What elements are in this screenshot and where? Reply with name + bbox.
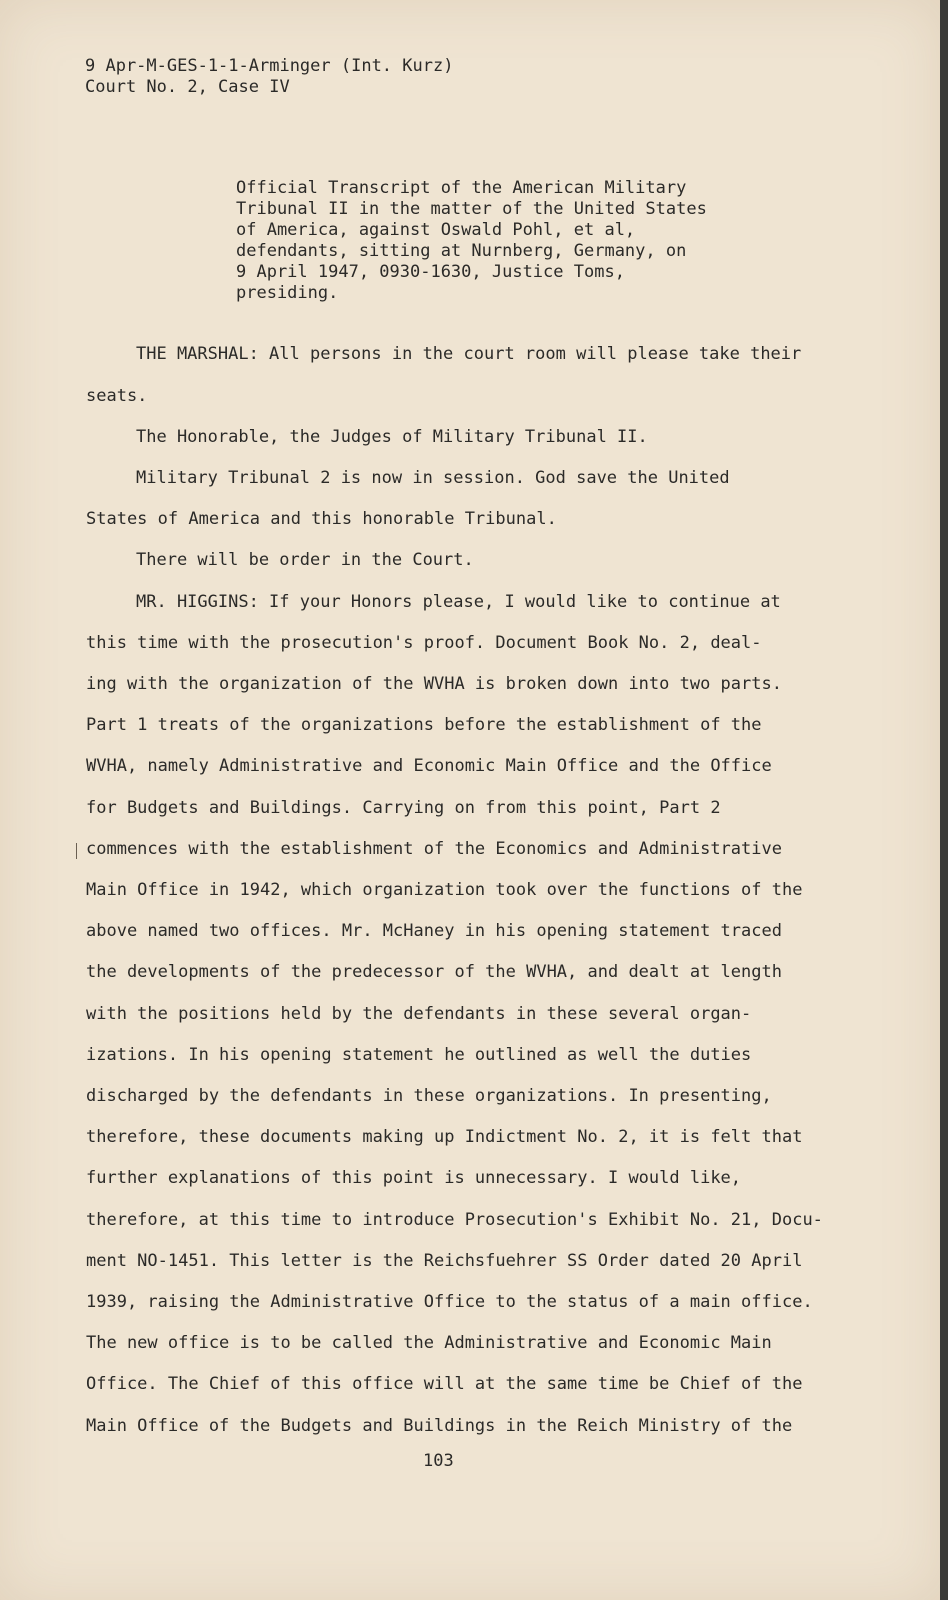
caption-line: 9 April 1947, 0930-1630, Justice Toms,	[236, 262, 625, 282]
caption-line: Tribunal II in the matter of the United States	[236, 199, 707, 219]
header-reference-line: 9 Apr-M-GES-1-1-Arminger (Int. Kurz)	[85, 56, 454, 76]
body-line: ment NO-1451. This letter is the Reichsfuehrer SS Order dated 20 April	[86, 1251, 803, 1271]
body-line: The Honorable, the Judges of Military Tribunal II.	[136, 427, 648, 447]
body-line: izations. In his opening statement he outlined as well the duties	[86, 1045, 752, 1065]
body-line: discharged by the defendants in these organizations. In presenting,	[86, 1086, 772, 1106]
body-line: The new office is to be called the Administrative and Economic Main	[86, 1333, 772, 1353]
body-line: above named two offices. Mr. McHaney in his opening statement traced	[86, 921, 782, 941]
page-number: 103	[423, 1451, 454, 1471]
body-line: Main Office of the Budgets and Buildings in the Reich Ministry of the	[86, 1416, 793, 1436]
body-line: therefore, these documents making up Indictment No. 2, it is felt that	[86, 1127, 803, 1147]
body-line: Military Tribunal 2 is now in session. God save the United	[136, 468, 730, 488]
transcript-caption	[236, 178, 836, 304]
body-line: Main Office in 1942, which organization took over the functions of the	[86, 880, 803, 900]
body-line: There will be order in the Court.	[136, 550, 474, 570]
body-line: Office. The Chief of this office will at the same time be Chief of the	[86, 1374, 803, 1394]
body-line: WVHA, namely Administrative and Economic Main Office and the Office	[86, 756, 772, 776]
body-line: States of America and this honorable Tribunal.	[86, 509, 557, 529]
body-line: therefore, at this time to introduce Prosecution's Exhibit No. 21, Docu-	[86, 1210, 823, 1230]
body-line: further explanations of this point is unnecessary. I would like,	[86, 1168, 742, 1188]
body-line: with the positions held by the defendants in these several organ-	[86, 1004, 752, 1024]
body-line: commences with the establishment of the Economics and Administrative	[86, 839, 782, 859]
body-line: seats.	[86, 386, 148, 406]
margin-pencil-mark	[76, 843, 77, 859]
body-line: the developments of the predecessor of the WVHA, and dealt at length	[86, 962, 782, 982]
body-line: MR. HIGGINS: If your Honors please, I would like to continue at	[136, 592, 781, 612]
caption-line: Official Transcript of the American Military	[236, 178, 687, 198]
body-line: Part 1 treats of the organizations before the establishment of the	[86, 715, 762, 735]
caption-line: presiding.	[236, 283, 339, 303]
body-line: for Budgets and Buildings. Carrying on from this point, Part 2	[86, 798, 721, 818]
body-line: this time with the prosecution's proof. Document Book No. 2, deal-	[86, 633, 762, 653]
header-court-line: Court No. 2, Case IV	[85, 77, 290, 97]
body-line: ing with the organization of the WVHA is broken down into two parts.	[86, 674, 782, 694]
caption-line: defendants, sitting at Nurnberg, Germany, on	[236, 241, 687, 261]
body-line: THE MARSHAL: All persons in the court room will please take their	[136, 344, 802, 364]
caption-line: of America, against Oswald Pohl, et al,	[236, 220, 636, 240]
body-line: 1939, raising the Administrative Office to the status of a main office.	[86, 1292, 813, 1312]
